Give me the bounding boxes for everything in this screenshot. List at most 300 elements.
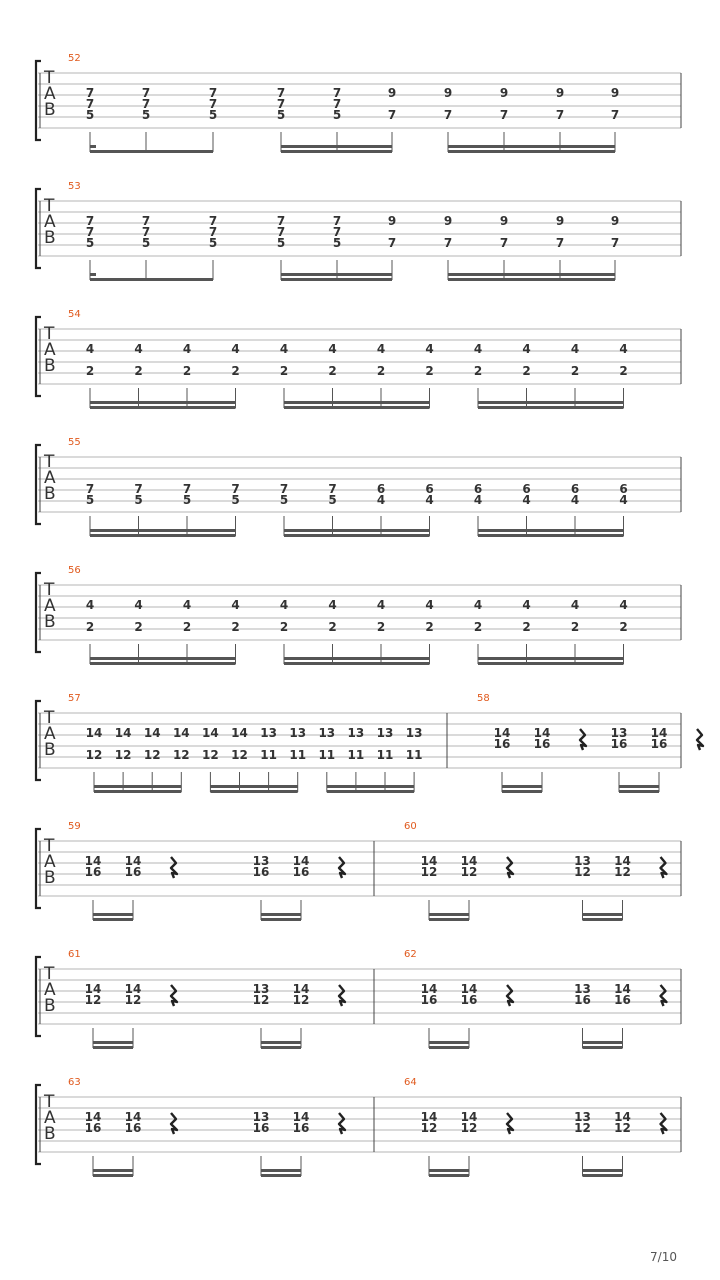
fret-number: 2 [473,620,483,634]
fret-number: 13 [574,982,591,996]
beam [284,534,430,537]
fret-number: 16 [124,1121,142,1135]
beam [93,1174,133,1177]
fret-number: 2 [570,364,580,378]
fret-number: 7 [332,214,342,228]
fret-number: 14 [650,726,668,740]
tab-clef-letter: B [44,484,56,504]
fret-number: 5 [85,493,95,507]
fret-number: 12 [252,993,270,1007]
beam [429,1174,469,1177]
fret-number: 7 [276,86,286,100]
fret-number: 4 [182,342,192,356]
fret-number: 5 [141,236,151,250]
tab-clef-letter: A [44,212,56,232]
beam [619,790,659,793]
beam [261,1046,301,1049]
beam [93,1169,133,1172]
beam [327,785,414,788]
tab-clef-letter: T [44,708,55,728]
quarter-rest-icon [507,985,513,1006]
fret-number: 16 [124,865,142,879]
fret-number: 4 [570,598,580,612]
fret-number: 12 [460,1121,478,1135]
quarter-rest-icon [507,1113,513,1134]
fret-number: 14 [124,854,142,868]
tab-clef-letter: A [44,1108,56,1128]
fret-number: 14 [420,982,438,996]
fret-number: 14 [533,726,551,740]
fret-number: 7 [141,214,151,228]
tab-system [36,1077,681,1177]
measure-number: 54 [68,309,81,320]
fret-number: 6 [522,482,531,496]
beam [448,145,615,148]
beam [429,1169,469,1172]
fret-number: 16 [252,865,270,879]
fret-number: 11 [289,748,307,762]
fret-number: 9 [443,86,453,100]
quarter-rest-icon [507,857,513,878]
fret-number: 2 [134,364,143,378]
beam [478,529,624,532]
fret-number: 4 [279,342,289,356]
fret-number: 7 [208,214,218,228]
fret-number: 16 [84,865,102,879]
fret-number: 7 [387,236,397,250]
fret-number: 14 [292,1110,310,1124]
fret-number: 14 [460,982,478,996]
fret-number: 4 [376,493,386,507]
fret-number: 12 [460,865,478,879]
fret-number: 11 [318,748,336,762]
beam [261,1041,301,1044]
tab-clef-letter: T [44,452,55,472]
fret-number: 7 [443,108,453,122]
beam [284,406,430,409]
fret-number: 11 [347,748,365,762]
beam [210,785,297,788]
beam [327,790,414,793]
quarter-rest-icon [339,1113,345,1134]
fret-number: 4 [522,493,531,507]
fret-number: 7 [85,86,95,100]
fret-number: 5 [332,108,342,122]
beam [261,1174,301,1177]
fret-number: 2 [328,620,337,634]
fret-number: 7 [555,108,565,122]
fret-number: 14 [231,726,248,740]
beam [448,273,615,276]
fret-number: 13 [405,726,423,740]
beam [502,790,542,793]
fret-number: 7 [134,482,143,496]
fret-number: 16 [614,993,631,1007]
quarter-rest-icon [339,985,345,1006]
beam [261,913,301,916]
beam [90,278,213,281]
fret-number: 5 [85,236,95,250]
fret-number: 7 [443,236,453,250]
fret-number: 14 [84,982,102,996]
quarter-rest-icon [171,985,177,1006]
fret-number: 14 [292,982,310,996]
fret-number: 14 [84,1110,102,1124]
beam [429,913,469,916]
fret-number: 13 [318,726,336,740]
beam [94,790,181,793]
fret-number: 11 [376,748,394,762]
fret-number: 5 [208,108,218,122]
fret-number: 4 [425,493,434,507]
fret-number: 5 [141,108,151,122]
fret-number: 12 [84,993,102,1007]
fret-number: 4 [134,598,143,612]
beam [429,1041,469,1044]
fret-number: 2 [522,620,531,634]
fret-number: 14 [493,726,511,740]
fret-number: 12 [574,1121,591,1135]
beam [429,1046,469,1049]
fret-number: 9 [499,214,509,228]
fret-number: 7 [85,97,95,111]
fret-number: 16 [252,1121,270,1135]
fret-number: 13 [347,726,365,740]
tab-clef-letter: B [44,740,56,760]
tab-clef-letter: T [44,580,55,600]
beam [583,1041,623,1044]
fret-number: 7 [85,214,95,228]
quarter-rest-icon [171,1113,177,1134]
fret-number: 5 [328,493,337,507]
beam [90,534,236,537]
fret-number: 12 [85,748,103,762]
fret-number: 7 [85,225,95,239]
fret-number: 4 [134,342,143,356]
fret-number: 7 [610,236,620,250]
beam [93,918,133,921]
fret-number: 2 [619,620,628,634]
measure-number: 52 [68,53,81,64]
fret-number: 9 [610,214,620,228]
tab-clef-letter: T [44,1092,55,1112]
tab-clef-letter: B [44,868,56,888]
fret-number: 12 [114,748,132,762]
measure-number: 59 [68,821,81,832]
beam [478,657,624,660]
fret-number: 16 [292,865,310,879]
fret-number: 5 [279,493,289,507]
fret-number: 4 [473,342,483,356]
beam [281,278,392,281]
fret-number: 4 [619,598,628,612]
fret-number: 12 [202,748,219,762]
fret-number: 2 [425,364,434,378]
fret-number: 12 [574,865,591,879]
fret-number: 13 [610,726,628,740]
fret-number: 13 [252,982,270,996]
fret-number: 13 [252,1110,270,1124]
fret-number: 2 [134,620,143,634]
fret-number: 2 [619,364,628,378]
measure-number: 58 [477,693,490,704]
tab-clef-letter: T [44,196,55,216]
fret-number: 7 [231,482,240,496]
beam [93,1041,133,1044]
beam [478,662,624,665]
measure-number: 62 [404,949,417,960]
quarter-rest-icon [580,729,586,750]
beam-partial [90,145,96,148]
fret-number: 16 [292,1121,310,1135]
fret-number: 14 [292,854,310,868]
fret-number: 14 [114,726,132,740]
fret-number: 5 [208,236,218,250]
fret-number: 7 [328,482,337,496]
fret-number: 6 [473,482,483,496]
beam [281,150,392,153]
fret-number: 16 [533,737,551,751]
fret-number: 12 [143,748,161,762]
beam [583,918,623,921]
fret-number: 13 [376,726,394,740]
beam [284,529,430,532]
fret-number: 16 [84,1121,102,1135]
fret-number: 14 [614,854,631,868]
fret-number: 2 [182,364,192,378]
measure-number: 56 [68,565,81,576]
fret-number: 7 [85,482,95,496]
tab-clef-letter: T [44,836,55,856]
fret-number: 13 [260,726,277,740]
fret-number: 14 [124,1110,142,1124]
tab-clef-letter: B [44,356,56,376]
fret-number: 12 [420,1121,438,1135]
beam [619,785,659,788]
fret-number: 7 [141,97,151,111]
fret-number: 4 [328,342,337,356]
fret-number: 5 [85,108,95,122]
fret-number: 9 [387,214,397,228]
quarter-rest-icon [661,857,667,878]
tab-system [36,437,681,537]
tab-system [36,53,681,153]
tab-clef-letter: A [44,852,56,872]
fret-number: 5 [332,236,342,250]
fret-number: 7 [276,97,286,111]
fret-number: 2 [231,364,240,378]
fret-number: 5 [134,493,143,507]
beam [90,401,236,404]
beam [478,401,624,404]
fret-number: 14 [614,1110,631,1124]
fret-number: 2 [279,620,289,634]
fret-number: 7 [610,108,620,122]
fret-number: 4 [570,342,580,356]
fret-number: 4 [619,342,628,356]
beam [93,913,133,916]
tab-clef-letter: A [44,724,56,744]
beam [281,145,392,148]
fret-number: 13 [574,1110,591,1124]
fret-number: 14 [460,1110,478,1124]
fret-number: 14 [84,854,102,868]
tab-clef-letter: T [44,68,55,88]
fret-number: 2 [182,620,192,634]
fret-number: 14 [124,982,142,996]
fret-number: 7 [499,236,509,250]
quarter-rest-icon [661,985,667,1006]
fret-number: 7 [141,225,151,239]
tab-clef-letter: A [44,340,56,360]
tab-system [36,309,681,409]
fret-number: 4 [231,342,240,356]
fret-number: 14 [460,854,478,868]
fret-number: 4 [522,342,531,356]
fret-number: 7 [276,225,286,239]
quarter-rest-icon [171,857,177,878]
measure-number: 61 [68,949,81,960]
beam [429,918,469,921]
fret-number: 2 [376,364,386,378]
fret-number: 6 [376,482,386,496]
fret-number: 9 [443,214,453,228]
measure-number: 63 [68,1077,81,1088]
page-number: 7/10 [650,1250,677,1264]
fret-number: 4 [522,598,531,612]
beam [90,657,236,660]
fret-number: 4 [182,598,192,612]
beam [261,1169,301,1172]
quarter-rest-icon [339,857,345,878]
measure-number: 57 [68,693,81,704]
fret-number: 16 [493,737,511,751]
fret-number: 11 [260,748,277,762]
fret-number: 11 [405,748,423,762]
fret-number: 2 [522,364,531,378]
beam [478,406,624,409]
fret-number: 12 [231,748,248,762]
fret-number: 12 [614,1121,631,1135]
fret-number: 4 [425,342,434,356]
fret-number: 7 [332,225,342,239]
fret-number: 2 [425,620,434,634]
beam [583,1046,623,1049]
quarter-rest-icon [661,1113,667,1134]
beam [93,1046,133,1049]
beam [583,913,623,916]
fret-number: 4 [473,493,483,507]
fret-number: 9 [610,86,620,100]
fret-number: 9 [387,86,397,100]
beam [448,278,615,281]
tab-system [36,693,703,793]
beam [90,150,213,153]
fret-number: 9 [555,214,565,228]
fret-number: 4 [570,493,580,507]
fret-number: 5 [231,493,240,507]
beam [284,662,430,665]
beam [583,1174,623,1177]
beam [90,662,236,665]
fret-number: 7 [276,214,286,228]
fret-number: 13 [289,726,307,740]
measure-number: 60 [404,821,417,832]
beam [284,657,430,660]
fret-number: 4 [473,598,483,612]
fret-number: 4 [231,598,240,612]
fret-number: 2 [85,620,95,634]
fret-number: 7 [208,97,218,111]
fret-number: 2 [376,620,386,634]
tab-clef-letter: A [44,468,56,488]
fret-number: 16 [610,737,628,751]
fret-number: 2 [231,620,240,634]
fret-number: 4 [619,493,628,507]
tab-clef-letter: B [44,1124,56,1144]
fret-number: 7 [555,236,565,250]
fret-number: 14 [143,726,161,740]
quarter-rest-icon [697,729,703,750]
fret-number: 13 [574,854,591,868]
fret-number: 7 [499,108,509,122]
beam [90,406,236,409]
fret-number: 6 [570,482,580,496]
beam [502,785,542,788]
fret-number: 7 [141,86,151,100]
tab-clef-letter: B [44,612,56,632]
tab-clef-letter: A [44,980,56,1000]
fret-number: 7 [387,108,397,122]
beam [94,785,181,788]
fret-number: 4 [328,598,337,612]
fret-number: 14 [614,982,631,996]
tab-system [36,949,681,1049]
fret-number: 7 [332,86,342,100]
tab-system [36,565,681,665]
measure-number: 64 [404,1077,417,1088]
tab-clef-letter: B [44,228,56,248]
fret-number: 16 [420,993,438,1007]
tab-clef-letter: T [44,964,55,984]
fret-number: 14 [85,726,103,740]
fret-number: 7 [208,225,218,239]
fret-number: 6 [619,482,628,496]
fret-number: 4 [85,342,95,356]
beam [90,529,236,532]
tab-clef-letter: A [44,596,56,616]
fret-number: 2 [85,364,95,378]
fret-number: 5 [276,108,286,122]
beam [478,534,624,537]
beam [448,150,615,153]
beam [583,1169,623,1172]
fret-number: 12 [172,748,190,762]
fret-number: 4 [425,598,434,612]
fret-number: 14 [420,1110,438,1124]
beam [284,401,430,404]
fret-number: 16 [650,737,668,751]
fret-number: 2 [570,620,580,634]
fret-number: 12 [614,865,631,879]
measure-number: 55 [68,437,81,448]
fret-number: 2 [328,364,337,378]
tab-system [36,181,681,281]
fret-number: 16 [460,993,478,1007]
tab-clef-letter: A [44,84,56,104]
fret-number: 5 [276,236,286,250]
fret-number: 13 [252,854,270,868]
